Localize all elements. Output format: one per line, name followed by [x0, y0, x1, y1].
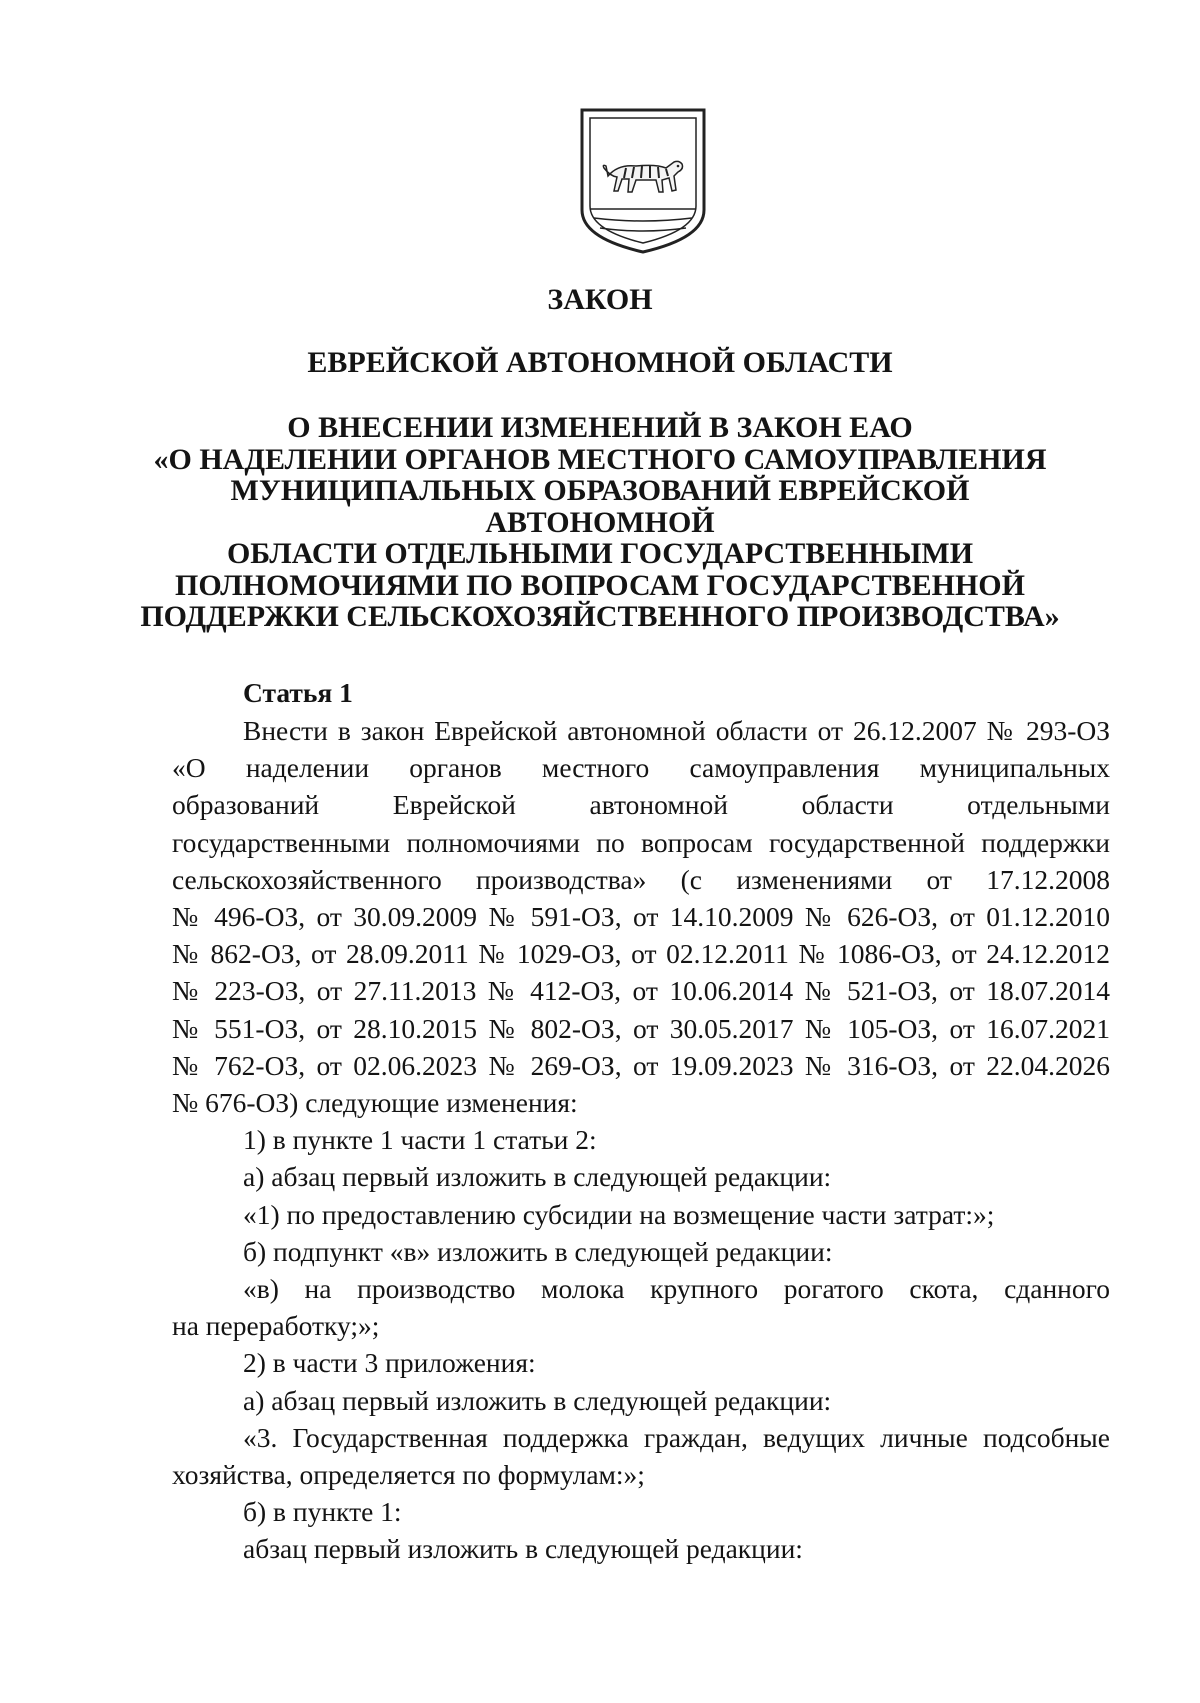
body-line: государственными полномочиями по вопросам государственной поддержки — [172, 826, 1110, 858]
law-title-line: ПОДДЕРЖКИ СЕЛЬСКОХОЗЯЙСТВЕННОГО ПРОИЗВОДСТВА» — [140, 600, 1060, 633]
body-line: б) подпункт «в» изложить в следующей редакции: — [243, 1235, 833, 1267]
body-line: Внести в закон Еврейской автономной области от 26.12.2007 № 293-ОЗ — [243, 715, 1110, 746]
body-line: «в) на производство молока крупного рогатого скота, сданного — [243, 1273, 1110, 1305]
body-line: 1) в пункте 1 части 1 статьи 2: — [243, 1124, 597, 1156]
body-line: «3. Государственная поддержка граждан, ведущих личные подсобные — [243, 1421, 1110, 1453]
body-line: № 551-ОЗ, от 28.10.2015 № 802-ОЗ, от 30.05.2017 № 105-ОЗ, от 16.07.2021 — [172, 1012, 1110, 1044]
body-line: «О наделении органов местного самоуправления муниципальных — [172, 752, 1110, 784]
tiger-shield-icon — [578, 106, 708, 256]
body-line: № 676-ОЗ) следующие изменения: — [172, 1087, 578, 1119]
body-line: «1) по предоставлению субсидии на возмещение части затрат:»; — [243, 1198, 995, 1230]
region-heading: ЕВРЕЙСКОЙ АВТОНОМНОЙ ОБЛАСТИ — [307, 346, 893, 379]
law-title-line: МУНИЦИПАЛЬНЫХ ОБРАЗОВАНИЙ ЕВРЕЙСКОЙ АВТОНОМНОЙ — [230, 474, 970, 539]
article-title: Статья 1 — [243, 677, 353, 708]
body-line: № 223-ОЗ, от 27.11.2013 № 412-ОЗ, от 10.06.2014 № 521-ОЗ, от 18.07.2014 — [172, 975, 1110, 1007]
body-line: образований Еврейской автономной области отдельными — [172, 789, 1110, 821]
body-line: на переработку;»; — [172, 1310, 380, 1342]
body-line: хозяйства, определяется по формулам:»; — [172, 1459, 645, 1491]
law-title-line: ПОЛНОМОЧИЯМИ ПО ВОПРОСАМ ГОСУДАРСТВЕННОЙ — [175, 568, 1025, 602]
body-line: 2) в части 3 приложения: — [243, 1347, 536, 1379]
coat-of-arms-emblem — [578, 106, 708, 256]
body-line: а) абзац первый изложить в следующей редакции: — [243, 1161, 832, 1193]
law-title-line: О ВНЕСЕНИИ ИЗМЕНЕНИЙ В ЗАКОН ЕАО — [287, 411, 913, 444]
law-title — [120, 412, 1080, 633]
body-line: № 496-ОЗ, от 30.09.2009 № 591-ОЗ, от 14.10.2009 № 626-ОЗ, от 01.12.2010 — [172, 901, 1110, 933]
body-line: б) в пункте 1: — [243, 1496, 402, 1528]
body-line: № 862-ОЗ, от 28.09.2011 № 1029-ОЗ, от 02.12.2011 № 1086-ОЗ, от 24.12.2012 — [172, 938, 1110, 970]
body-line: № 762-ОЗ, от 02.06.2023 № 269-ОЗ, от 19.09.2023 № 316-ОЗ, от 22.04.2026 — [172, 1049, 1110, 1081]
body-line: а) абзац первый изложить в следующей редакции: — [243, 1384, 832, 1416]
body-line: сельскохозяйственного производства» (с изменениями от 17.12.2008 — [172, 863, 1110, 895]
law-title-line: ОБЛАСТИ ОТДЕЛЬНЫМИ ГОСУДАРСТВЕННЫМИ — [226, 537, 974, 570]
article-body — [172, 712, 1110, 1568]
body-line: абзац первый изложить в следующей редакции: — [243, 1533, 803, 1565]
document-type-heading: ЗАКОН — [547, 283, 653, 316]
law-title-line: «О НАДЕЛЕНИИ ОРГАНОВ МЕСТНОГО САМОУПРАВЛЕНИЯ — [153, 442, 1047, 476]
